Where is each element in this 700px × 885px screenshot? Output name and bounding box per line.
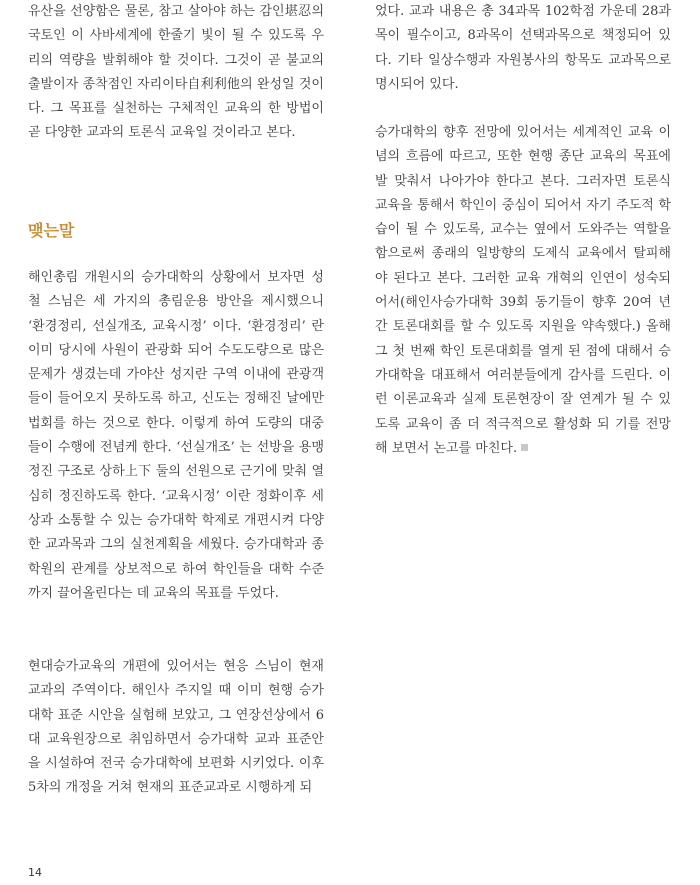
section-heading: 맺는말 bbox=[28, 221, 75, 240]
page-number: 14 bbox=[28, 866, 42, 879]
closing-paragraph-1: 해인총림 개원시의 승가대학의 상황에서 보자면 성철 스님은 세 가지의 총림운용 방안을 제시했으니 ‘환경정리, 선실개조, 교육시정’ 이다. ‘환경정리’ 란 이미 당시에 사원이 관광화 되어 수도도량으로 많은 문제가 생겼는데 가야산 성지란 구역 이내에 관광객들이 들어오지 못하도록 하고, 신도는 정해진 날에만 법회를 하는 것으로 한다. 이렇게 하여 도량의 대중들이 수행에 전념케 한다. ‘선실개조’ 는 선방을 용맹정진 구조로 상하上下 둘의 선원으로 근기에 맞춰 열심히 정진하도록 한다. ‘교육시정’ 이란 정화이후 세상과 소통할 수 있는 승가대학 학제로 개편시켜 다양한 교과목과 그의 실천계획을 세웠다. 승가대학과 종학원의 관계를 상보적으로 하여 학인들을 대학 수준까지 끌어올린다는 데 교육의 목표를 두었다. bbox=[28, 270, 324, 601]
end-of-article-mark bbox=[521, 444, 528, 451]
final-paragraph bbox=[375, 121, 671, 461]
final-paragraph-text: 승가대학의 향후 전망에 있어서는 세계적인 교육 이념의 흐름에 따르고, 또한 현행 종단 교육의 목표에 발 맞춰서 나아가야 한다고 본다. 그러자면 토론식 교육을 통해서 학인이 중심이 되어서 자기 주도적 학습이 될 수 있도록, 교수는 옆에서 도와주는 역할을 함으로써 종래의 일방향의 도제식 교육에서 탈피해야 된다고 본다. 그러한 교육 개혁의 인연이 성숙되어서(해인사승가대학 39회 동기들이 향후 20여 년간 토론대회를 할 수 있도록 지원을 약속했다.) 올해 그 첫 번째 학인 토론대회를 열게 된 점에 대해서 승가대학을 대표해서 여러분들에게 감사를 드린다. 이런 이론교육과 실제 토론현장이 잘 연계가 될 수 있도록 교육이 좀 더 적극적으로 활성화 되 기를 전망해 보면서 논고를 마친다. bbox=[375, 125, 671, 456]
continuation-paragraph: 었다. 교과 내용은 총 34과목 102학점 가운데 28과목이 필수이고, 8과목이 선택과목으로 책정되어 있다. 기타 일상수행과 자원봉사의 항목도 교과목으로 명시되어 있다. bbox=[375, 4, 671, 92]
intro-paragraph: 유산을 선양함은 물론, 참고 살아야 하는 감인堪忍의 국토인 이 사바세계에 한줄기 빛이 될 수 있도록 우리의 역량을 발휘해야 할 것이다. 그것이 곧 불교의 출발이자 종착점인 자리이타自利利他의 완성일 것이다. 그 목표를 실천하는 구체적인 교육의 한 방법이 곧 다양한 교과의 토론식 교육일 것이라고 본다. bbox=[28, 4, 324, 141]
closing-paragraph-2: 현대승가교육의 개편에 있어서는 현응 스님이 현재 교과의 주역이다. 해인사 주지일 때 이미 현행 승가대학 표준 시안을 실험해 보았고, 그 연장선상에서 6대 교육원장으로 취임하면서 승가대학 교과 표준안을 시설하여 전국 승가대학에 보편화 시키었다. 이후 5차의 개정을 거쳐 현재의 표준교과로 시행하게 되 bbox=[28, 659, 324, 796]
